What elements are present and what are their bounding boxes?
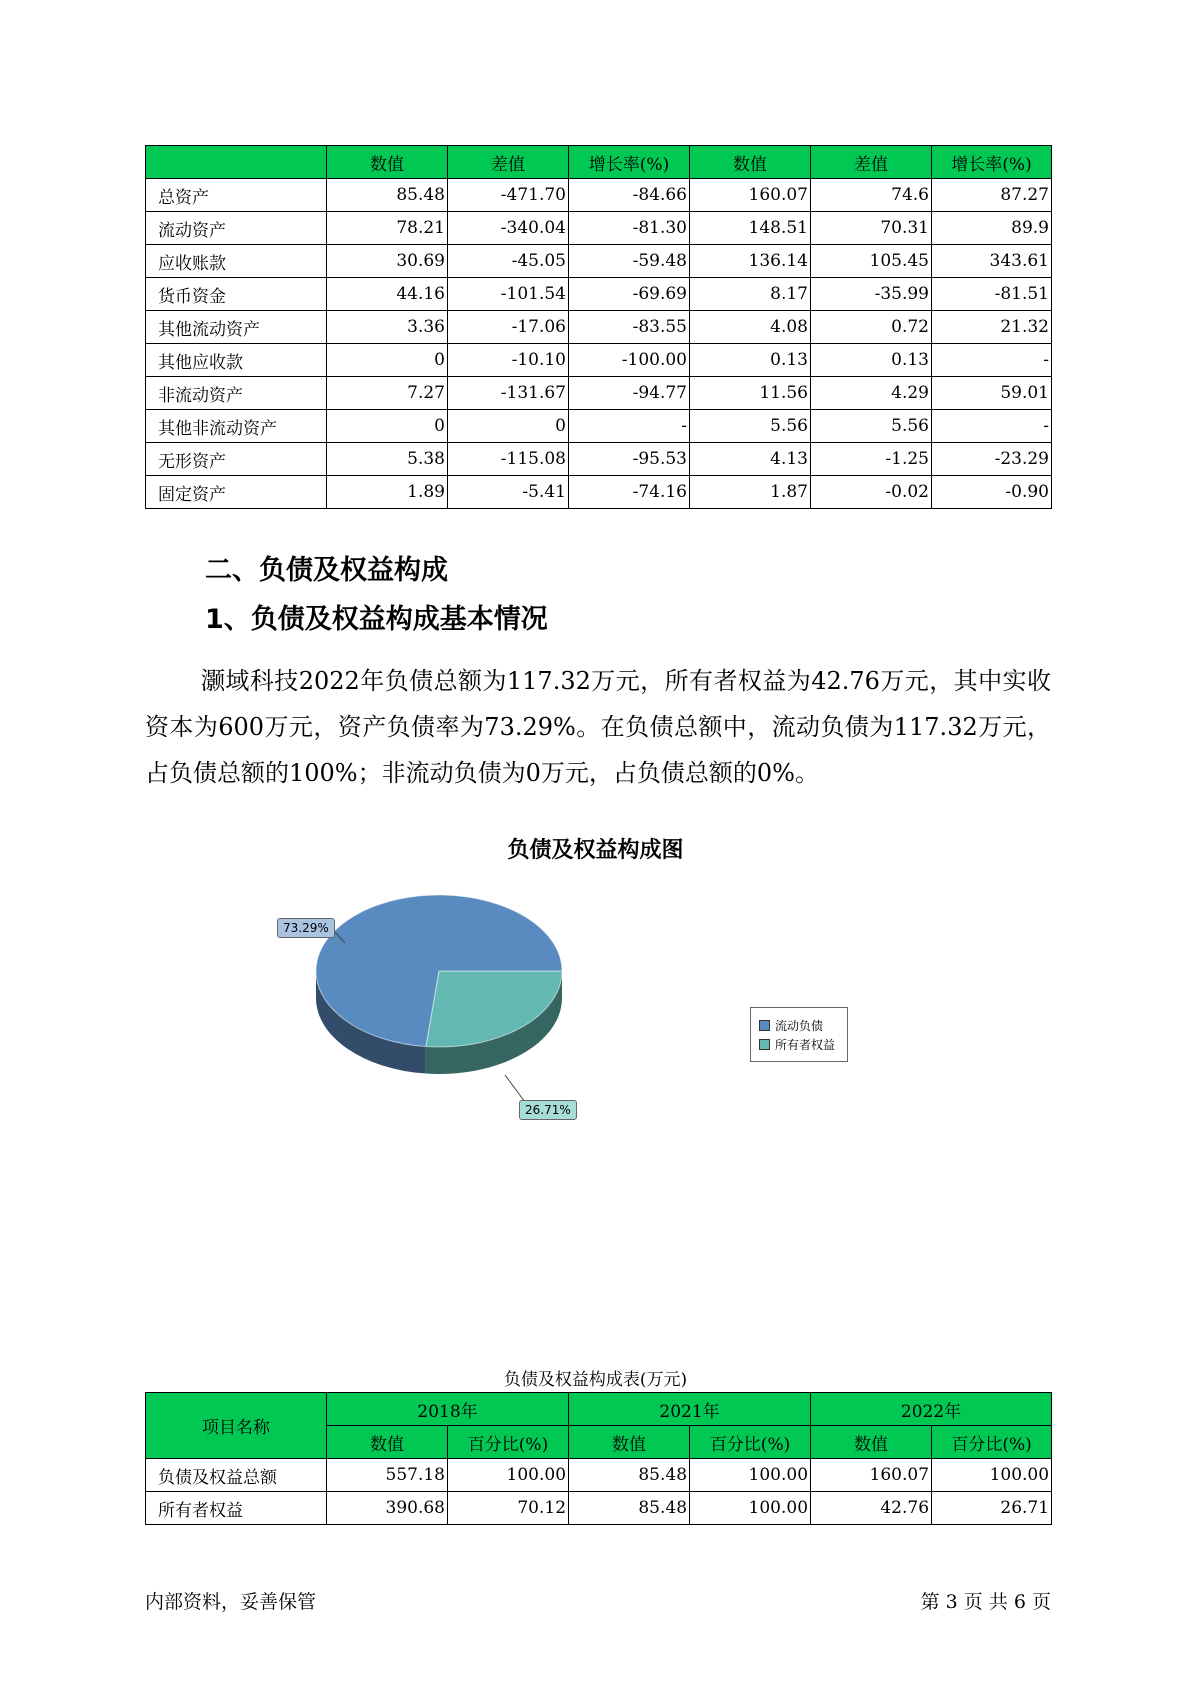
table-cell: 21.32 xyxy=(932,311,1052,344)
table-cell: 11.56 xyxy=(690,377,811,410)
table-row xyxy=(146,278,1052,311)
header-cell: 差值 xyxy=(811,146,932,179)
table-cell: -45.05 xyxy=(448,245,569,278)
slice-label-liabilities: 73.29% xyxy=(277,918,335,938)
table-cell: -0.90 xyxy=(932,476,1052,509)
table-cell: -23.29 xyxy=(932,443,1052,476)
table-cell: 105.45 xyxy=(811,245,932,278)
year-header: 2021年 xyxy=(569,1393,811,1426)
header-cell: 增长率(%) xyxy=(569,146,690,179)
table-cell: 160.07 xyxy=(811,1459,932,1492)
header-cell: 增长率(%) xyxy=(932,146,1052,179)
table-cell: 0 xyxy=(448,410,569,443)
footer-confidential: 内部资料，妥善保管 xyxy=(145,1591,317,1613)
table-cell: -1.25 xyxy=(811,443,932,476)
table-cell: -0.02 xyxy=(811,476,932,509)
table-cell: 26.71 xyxy=(932,1492,1052,1525)
table-cell: 0 xyxy=(327,410,448,443)
table-row xyxy=(146,476,1052,509)
subsection-heading: 1、负债及权益构成基本情况 xyxy=(205,604,548,635)
table-cell: 44.16 xyxy=(327,278,448,311)
table-cell: -101.54 xyxy=(448,278,569,311)
table-cell: - xyxy=(932,410,1052,443)
row-label: 其他流动资产 xyxy=(146,311,327,344)
legend-item xyxy=(759,1035,847,1054)
table-cell: - xyxy=(569,410,690,443)
sub-header: 百分比(%) xyxy=(690,1426,811,1459)
row-label: 其他应收款 xyxy=(146,344,327,377)
table-cell: 100.00 xyxy=(690,1492,811,1525)
table-cell: 4.08 xyxy=(690,311,811,344)
header-cell xyxy=(146,146,327,179)
footer-page-number: 第 3 页 共 6 页 xyxy=(920,1591,1051,1613)
table-cell: 0.13 xyxy=(811,344,932,377)
table-cell: -95.53 xyxy=(569,443,690,476)
table-cell: 42.76 xyxy=(811,1492,932,1525)
table-cell: -81.51 xyxy=(932,278,1052,311)
sub-header: 百分比(%) xyxy=(448,1426,569,1459)
table-cell: -17.06 xyxy=(448,311,569,344)
table-cell: -59.48 xyxy=(569,245,690,278)
row-label: 总资产 xyxy=(146,179,327,212)
table-cell: -115.08 xyxy=(448,443,569,476)
sub-header: 百分比(%) xyxy=(932,1426,1052,1459)
table-cell: 30.69 xyxy=(327,245,448,278)
table-row xyxy=(146,212,1052,245)
table-cell: - xyxy=(932,344,1052,377)
sub-header: 数值 xyxy=(327,1426,448,1459)
table-row xyxy=(146,410,1052,443)
table-cell: 8.17 xyxy=(690,278,811,311)
table-cell: -5.41 xyxy=(448,476,569,509)
header-cell: 数值 xyxy=(327,146,448,179)
table-cell: 85.48 xyxy=(569,1459,690,1492)
table-cell: -69.69 xyxy=(569,278,690,311)
table-cell: 59.01 xyxy=(932,377,1052,410)
chart-legend xyxy=(750,1007,848,1062)
table-cell: 85.48 xyxy=(327,179,448,212)
table-cell: 100.00 xyxy=(690,1459,811,1492)
table-cell: 5.56 xyxy=(811,410,932,443)
liability-equity-table xyxy=(145,1392,1052,1525)
table-cell: 0.13 xyxy=(690,344,811,377)
row-label: 负债及权益总额 xyxy=(146,1459,327,1492)
sub-header: 数值 xyxy=(811,1426,932,1459)
liability-equity-table-body xyxy=(146,1459,1052,1525)
asset-table-body xyxy=(146,179,1052,509)
table-cell: 4.13 xyxy=(690,443,811,476)
table-cell: 85.48 xyxy=(569,1492,690,1525)
table-cell: 1.87 xyxy=(690,476,811,509)
row-label: 非流动资产 xyxy=(146,377,327,410)
sub-header: 数值 xyxy=(569,1426,690,1459)
table-cell: -340.04 xyxy=(448,212,569,245)
leader-line-equity xyxy=(505,1075,525,1102)
year-header: 2022年 xyxy=(811,1393,1052,1426)
year-header: 2018年 xyxy=(327,1393,569,1426)
table-cell: -94.77 xyxy=(569,377,690,410)
table-row xyxy=(146,245,1052,278)
chart-title: 负债及权益构成图 xyxy=(507,838,684,863)
table-cell: 1.89 xyxy=(327,476,448,509)
asset-table-header xyxy=(146,146,1052,179)
table-cell: -84.66 xyxy=(569,179,690,212)
legend-label: 所有者权益 xyxy=(775,1038,836,1052)
table-row xyxy=(146,443,1052,476)
table-cell: 100.00 xyxy=(932,1459,1052,1492)
table-row xyxy=(146,179,1052,212)
table-row xyxy=(146,377,1052,410)
table-cell: 89.9 xyxy=(932,212,1052,245)
legend-item xyxy=(759,1016,847,1035)
table-cell: 74.6 xyxy=(811,179,932,212)
table-cell: 78.21 xyxy=(327,212,448,245)
table-cell: 0 xyxy=(327,344,448,377)
row-label: 无形资产 xyxy=(146,443,327,476)
summary-paragraph: 灏域科技2022年负债总额为117.32万元，所有者权益为42.76万元，其中实收资本为600万元，资产负债率为73.29%。在负债总额中，流动负债为117.32万元，占负债总额的100%；非流动负债为0万元，占负债总额的0%。 xyxy=(145,667,1051,787)
row-label: 货币资金 xyxy=(146,278,327,311)
table-cell: -100.00 xyxy=(569,344,690,377)
table-cell: 87.27 xyxy=(932,179,1052,212)
table-cell: 160.07 xyxy=(690,179,811,212)
table-cell: 5.38 xyxy=(327,443,448,476)
table-caption: 负债及权益构成表(万元) xyxy=(503,1370,688,1390)
table-cell: 343.61 xyxy=(932,245,1052,278)
header-cell: 差值 xyxy=(448,146,569,179)
row-label: 应收账款 xyxy=(146,245,327,278)
row-label: 固定资产 xyxy=(146,476,327,509)
table-cell: 4.29 xyxy=(811,377,932,410)
table-cell: 70.12 xyxy=(448,1492,569,1525)
table-row xyxy=(146,1459,1052,1492)
legend-swatch xyxy=(759,1039,770,1050)
table-cell: 5.56 xyxy=(690,410,811,443)
table-row xyxy=(146,344,1052,377)
table-cell: -131.67 xyxy=(448,377,569,410)
row-label: 流动资产 xyxy=(146,212,327,245)
name-header: 项目名称 xyxy=(146,1393,327,1459)
legend-swatch xyxy=(759,1020,770,1031)
row-label: 所有者权益 xyxy=(146,1492,327,1525)
header-cell: 数值 xyxy=(690,146,811,179)
table-cell: 70.31 xyxy=(811,212,932,245)
table-cell: -471.70 xyxy=(448,179,569,212)
table-cell: 0.72 xyxy=(811,311,932,344)
table-cell: -35.99 xyxy=(811,278,932,311)
legend-label: 流动负债 xyxy=(775,1019,824,1033)
table-cell: 148.51 xyxy=(690,212,811,245)
table-cell: -81.30 xyxy=(569,212,690,245)
asset-table xyxy=(145,145,1052,509)
table-cell: 100.00 xyxy=(448,1459,569,1492)
slice-label-equity: 26.71% xyxy=(519,1100,577,1120)
table-cell: 7.27 xyxy=(327,377,448,410)
year-header-row xyxy=(146,1393,1052,1426)
row-label: 其他非流动资产 xyxy=(146,410,327,443)
table-row xyxy=(146,1492,1052,1525)
table-cell: -83.55 xyxy=(569,311,690,344)
section-heading: 二、负债及权益构成 xyxy=(205,555,448,586)
pie-chart xyxy=(0,880,1191,1180)
table-cell: 390.68 xyxy=(327,1492,448,1525)
table-cell: -74.16 xyxy=(569,476,690,509)
table-cell: 3.36 xyxy=(327,311,448,344)
table-cell: 557.18 xyxy=(327,1459,448,1492)
table-cell: -10.10 xyxy=(448,344,569,377)
table-row xyxy=(146,311,1052,344)
table-cell: 136.14 xyxy=(690,245,811,278)
